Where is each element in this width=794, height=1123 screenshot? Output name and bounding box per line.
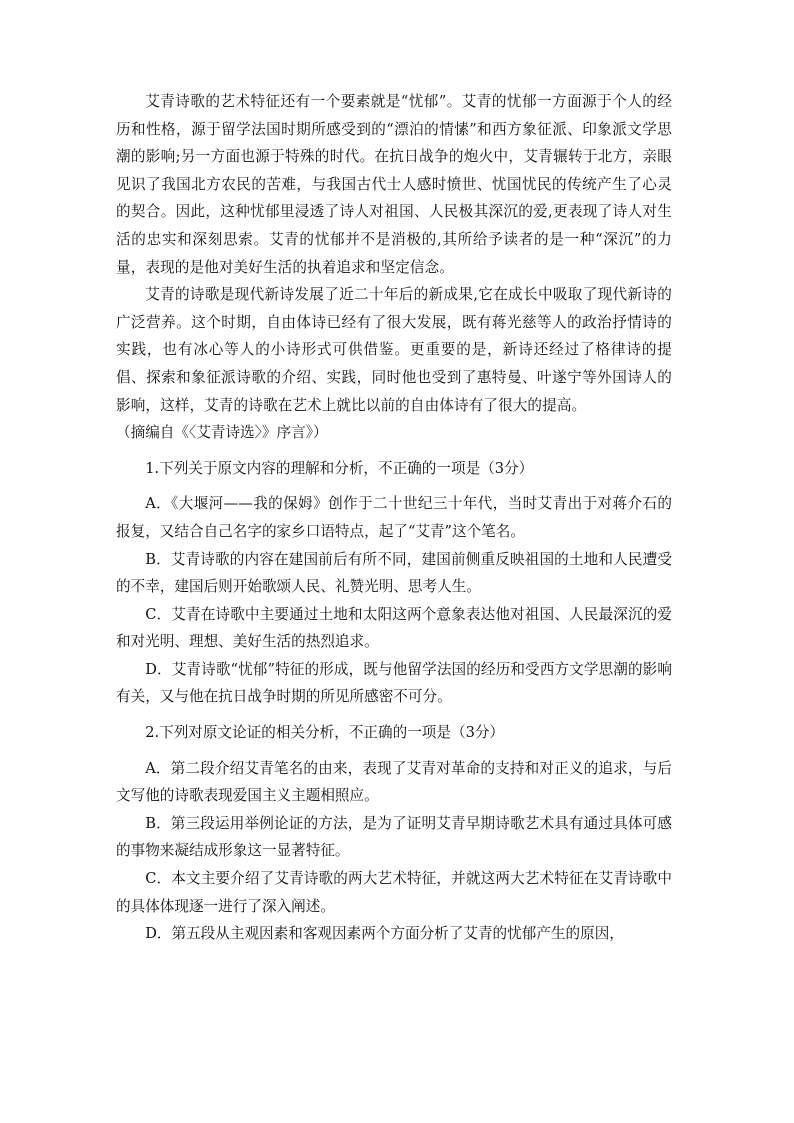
option-c: C．本文主要介绍了艾青诗歌的两大艺术特征，并就这两大艺术特征在艾青诗歌中的具体体现逐一进行了深入阐述。: [116, 870, 672, 915]
option-list: [116, 490, 672, 711]
option-c: C．艾青在诗歌中主要通过土地和太阳这两个意象表达他对祖国、人民最深沉的爱和对光明、理想、美好生活的热烈追求。: [116, 605, 672, 651]
option-d: D．第五段从主观因素和客观因素两个方面分析了艾青的忧郁产生的原因，: [145, 925, 624, 943]
document-page: [116, 88, 672, 948]
question-stem: 2.下列对原文论证的相关分析，不正确的一项是（3分）: [145, 724, 505, 742]
option-a: A．《大堰河——我的保姆》创作于二十世纪三十年代，当时艾青出于对蒋介石的报复，又结合自己名字的家乡口语特点，起了“艾青”这个笔名。: [116, 495, 672, 540]
question-1: [116, 455, 672, 711]
question-stem: 1.下列关于原文内容的理解和分析，不正确的一项是（3分）: [145, 459, 534, 477]
option-b: B．艾青诗歌的内容在建国前后有所不同，建国前侧重反映祖国的土地和人民遭受的不幸，建国后则开始歌颂人民、礼赞光明、思考人生。: [116, 550, 672, 596]
option-list: [116, 755, 672, 948]
passage-paragraph-2: 艾青的诗歌是现代新诗发展了近二十年后的新成果,它在成长中吸取了现代新诗的广泛营养。这个时期，自由体诗已经有了很大发展，既有蒋光慈等人的政治抒情诗的实践，也有冰心等人的小诗形式可供借鉴。更重要的是，新诗还经过了格律诗的提倡、探索和象征派诗歌的介绍、实践，同时他也受到了惠特曼、叶遂宁等外国诗人的影响，这样，艾青的诗歌在艺术上就比以前的自由体诗有了很大的提高。: [116, 286, 672, 414]
passage-source: （摘编自《〈艾青诗选〉》序言》）: [116, 424, 328, 442]
option-d: D．艾青诗歌“忧郁”特征的形成，既与他留学法国的经历和受西方文学思潮的影响有关，又与他在抗日战争时期的所见所感密不可分。: [116, 660, 672, 706]
option-b: B．第三段运用举例论证的方法，是为了证明艾青早期诗歌艺术具有通过具体可感的事物来凝结成形象这一显著特征。: [116, 814, 672, 860]
option-a: A．第二段介绍艾青笔名的由来，表现了艾青对革命的支持和对正义的追求，与后文写他的诗歌表现爱国主义主题相照应。: [116, 759, 672, 805]
question-2: [116, 719, 672, 948]
passage-paragraph-1: 艾青诗歌的艺术特征还有一个要素就是“忧郁”。艾青的忧郁一方面源于个人的经历和性格，源于留学法国时期所感受到的“漂泊的情愫”和西方象征派、印象派文学思潮的影响;另一方面也源于特殊的时代。在抗日战争的炮火中，艾青辗转于北方，亲眼见识了我国北方农民的苦难，与我国古代士人感时愤世、忧国忧民的传统产生了心灵的契合。因此，这种忧郁里浸透了诗人对祖国、人民极其深沉的爱,更表现了诗人对生活的忠实和深刻思索。艾青的忧郁并不是消极的,其所给予读者的是一种“深沉”的力量，表现的是他对美好生活的执着追求和坚定信念。: [116, 93, 672, 276]
